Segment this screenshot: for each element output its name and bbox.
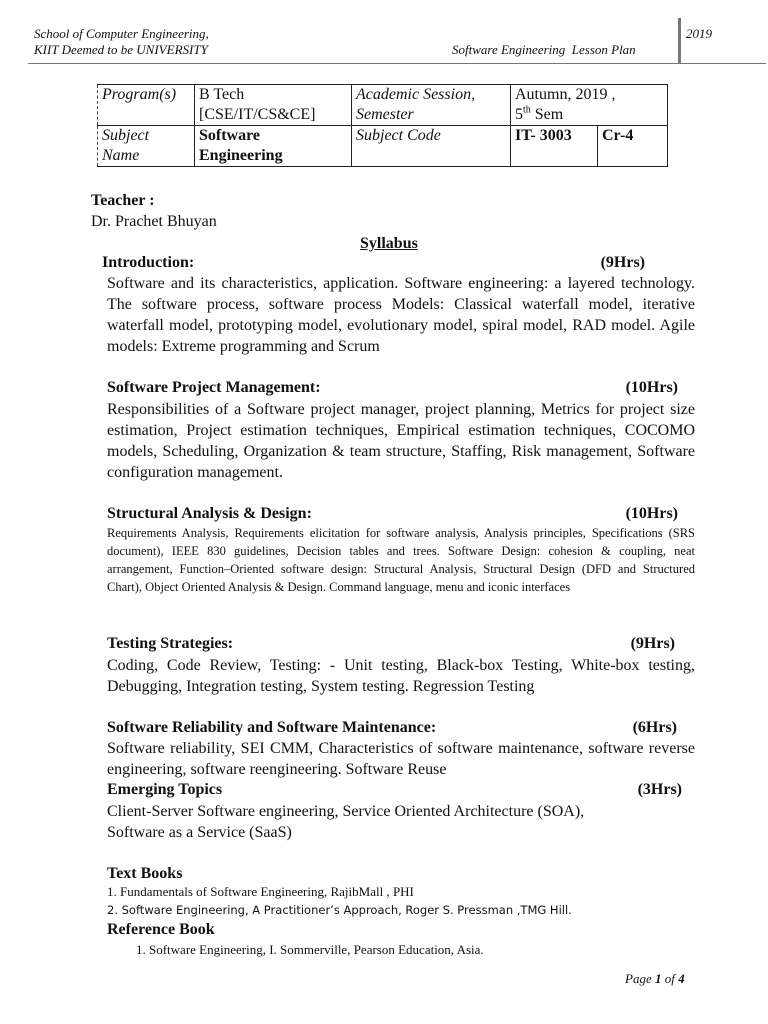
subject-label-cell	[98, 126, 195, 167]
program-value-cell	[195, 85, 352, 126]
session-value-line2: 5th Sem	[515, 104, 564, 123]
text-books-title: Text Books	[107, 865, 183, 882]
section-hours: (10Hrs)	[625, 505, 678, 522]
subject-value-line1: Software	[199, 127, 261, 144]
subject-label-line2: Name	[102, 147, 140, 164]
program-value-line2: [CSE/IT/CS&CE]	[199, 106, 316, 123]
subject-label-line1: Subject	[102, 127, 150, 144]
program-label: Program(s)	[102, 86, 177, 103]
section-structural-analysis-text: Requirements Analysis, Requirements elicitation for software analysis, Analysis principles, Specifications (SRS document), IEEE 830 guidelines, Decision tables and trees. Software Design: cohesion & coupling, neat arrangement, Function–Oriented software design: Structural Analysis, Structural Design (DFD and Structured Chart), Object Oriented Analysis & Design. Command language, menu and iconic interfaces	[107, 526, 695, 594]
section-title: Software Reliability and Software Maintenance:	[107, 719, 437, 736]
section-hours: (9Hrs)	[630, 635, 675, 652]
syllabus-title: Syllabus	[360, 235, 418, 252]
section-project-management-heading	[107, 377, 678, 398]
section-title: Testing Strategies:	[107, 635, 234, 652]
reference-book-item-1: 1. Software Engineering, I. Sommerville, Pearson Education, Asia.	[136, 942, 484, 957]
session-label-cell	[352, 85, 511, 126]
section-emerging-text-line2: Software as a Service (SaaS)	[107, 824, 292, 841]
header-school: School of Computer Engineering,	[34, 26, 209, 41]
session-label-line2: Semester	[356, 106, 414, 123]
section-reliability-heading	[107, 717, 677, 738]
teacher-name: Dr. Prachet Bhuyan	[91, 213, 217, 230]
section-title: Introduction:	[102, 254, 195, 271]
subject-value-cell	[195, 126, 352, 167]
section-structural-analysis-heading	[107, 503, 678, 524]
program-info-table	[97, 84, 668, 167]
header-university: KIIT Deemed to be UNIVERSITY	[34, 42, 208, 57]
section-testing-heading	[107, 633, 675, 654]
page-number: Page 1 of 4	[625, 971, 685, 986]
section-emerging-heading	[107, 779, 682, 800]
credit-value: Cr-4	[602, 127, 634, 144]
header-doc-title: Software Engineering Lesson Plan	[452, 42, 636, 57]
credit-value-cell	[598, 126, 668, 167]
code-label: Subject Code	[356, 127, 441, 144]
text-book-item-2: 2. Software Engineering, A Practitioner’s Approach, Roger S. Pressman ,TMG Hill.	[107, 903, 572, 917]
section-title: Emerging Topics	[107, 781, 223, 798]
program-label-cell	[98, 85, 195, 126]
section-reliability-text: Software reliability, SEI CMM, Characteristics of software maintenance, software reverse engineering, software reengineering. Software Reuse	[107, 740, 695, 778]
section-hours: (10Hrs)	[625, 379, 678, 396]
code-value: IT- 3003	[515, 127, 572, 144]
teacher-label: Teacher :	[91, 192, 155, 209]
section-hours: (3Hrs)	[637, 781, 682, 798]
session-value-line1: Autumn, 2019 ,	[515, 86, 616, 103]
header-year: 2019	[686, 26, 712, 41]
header-rule	[28, 63, 766, 64]
section-introduction-heading	[102, 252, 645, 273]
program-value-line1: B Tech	[199, 86, 245, 103]
section-introduction-text: Software and its characteristics, application. Software engineering: a layered technology. The software process, software process Models: Classical waterfall model, iterative waterfall model, prototyping model, evolutionary model, spiral model, RAD model. Agile models: Extreme programming and Scrum	[107, 275, 695, 355]
session-label-line1: Academic Session,	[356, 86, 476, 103]
section-testing-text: Coding, Code Review, Testing: - Unit testing, Black-box Testing, White-box testing, Debugging, Integration testing, System testing. Regression Testing	[107, 657, 695, 695]
code-label-cell	[352, 126, 511, 167]
code-value-cell	[511, 126, 598, 167]
text-book-item-1: 1. Fundamentals of Software Engineering, RajibMall , PHI	[107, 884, 414, 899]
section-title: Software Project Management:	[107, 379, 321, 396]
subject-value-line2: Engineering	[199, 147, 283, 164]
section-hours: (6Hrs)	[632, 719, 677, 736]
section-title: Structural Analysis & Design:	[107, 505, 312, 522]
section-emerging-text-line1: Client-Server Software engineering, Service Oriented Architecture (SOA),	[107, 803, 585, 820]
section-hours: (9Hrs)	[600, 254, 645, 271]
reference-book-title: Reference Book	[107, 921, 215, 938]
section-project-management-text: Responsibilities of a Software project manager, project planning, Metrics for project size estimation, Project estimation techniques, Empirical estimation techniques, COCOMO models, Scheduling, Organization & team structure, Staffing, Risk management, Software configuration management.	[107, 401, 695, 481]
header-divider	[678, 18, 681, 64]
session-value-cell	[511, 85, 668, 126]
